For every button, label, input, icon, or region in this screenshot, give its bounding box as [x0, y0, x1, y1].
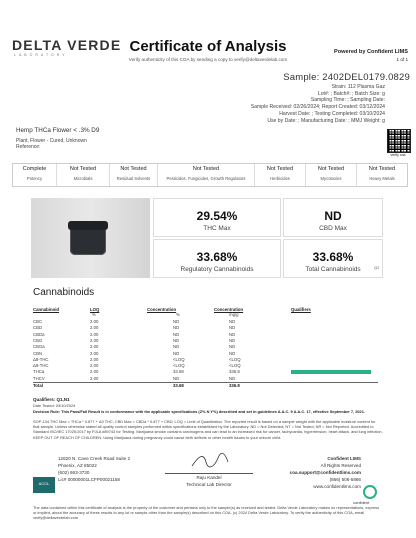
- page-title: Certificate of Analysis: [129, 38, 287, 55]
- cannabinoid-pct: ND: [173, 337, 180, 343]
- cannabinoid-name: CBG: [33, 337, 43, 343]
- unit-pct: %: [176, 312, 180, 317]
- sample-harvest: Harvest Date: ; Testing Completed: 03/10/2024: [279, 110, 385, 117]
- confident-logo-icon: [363, 485, 377, 499]
- test-mycotoxins: [306, 164, 357, 186]
- tests-summary: [12, 163, 408, 187]
- cannabinoid-mg: ND: [229, 325, 236, 331]
- cannabinoid-mg: 336.8: [229, 383, 240, 388]
- cannabinoid-loq: 2.00: [90, 319, 99, 324]
- result-value: 33.68%: [196, 250, 238, 264]
- cannabinoid-loq: 2.00: [90, 325, 99, 331]
- test-name: Residual Solvents: [116, 176, 151, 181]
- phone-line: (602) 663-3730: [58, 470, 90, 475]
- unit-loq: %: [92, 312, 96, 317]
- test-name: Microbials: [73, 176, 93, 181]
- accl-logo: ACCL: [33, 477, 55, 493]
- result-value: 33.68%: [312, 250, 354, 264]
- cannabinoid-mg: ND: [229, 375, 236, 381]
- cannabinoid-name: CBC: [33, 319, 43, 324]
- cannabinoid-pct: ND: [173, 319, 180, 324]
- cannabinoid-mg: ND: [229, 344, 236, 350]
- cannabinoid-loq: 2.00: [90, 331, 99, 337]
- signature-image: [190, 452, 230, 470]
- cannabinoid-mg: 336.8: [229, 369, 240, 375]
- test-pesticides: [158, 164, 255, 186]
- cannabinoid-row: [33, 382, 378, 388]
- qr-code[interactable]: [387, 129, 411, 153]
- unit-mg: mg/g: [229, 312, 239, 317]
- lims-email[interactable]: coa.support@confidentlims.com: [289, 470, 361, 475]
- cannabinoid-name: THCV: [33, 375, 45, 381]
- test-result: Not Tested: [120, 166, 147, 172]
- qualifiers-line: Qualifiers: Q1,N1: [33, 397, 70, 402]
- test-result: Not Tested: [192, 166, 220, 172]
- sample-received: Sample Received: 02/26/2024; Report Created: 03/12/2024: [250, 104, 385, 111]
- col-concentration-pct: Concentration: [147, 307, 177, 312]
- test-name: Heavy Metals: [369, 176, 395, 181]
- sample-strain: Strain: 112 Plasma Gaz: [331, 84, 385, 90]
- cannabinoid-loq: 2.00: [90, 337, 99, 343]
- cannabinoid-pct: ND: [173, 375, 180, 381]
- sample-use-by: Use by Date: ; Manufacturing Date: ; MMJ Weight: g: [267, 117, 385, 124]
- license-line: Lic# 00000001LCFP00021158: [58, 477, 120, 482]
- test-potency: [13, 164, 57, 186]
- product-type: Plant, Flower - Cured, Unknown: [16, 138, 87, 144]
- sample-sampling: Sampling Time: ; Sampling Date:: [310, 97, 385, 104]
- test-residual-solvents: [110, 164, 158, 186]
- test-result: Not Tested: [266, 166, 294, 172]
- cannabinoid-mg: <LOQ: [229, 363, 241, 369]
- test-herbicides: [255, 164, 306, 186]
- cannabinoid-pct: <LOQ: [173, 363, 185, 369]
- test-microbials: [57, 164, 110, 186]
- verify-note: Verify authenticity of this COA by sending a copy to verify@deltaverdelab.com: [128, 57, 288, 62]
- cannabinoid-loq: 2.00: [90, 375, 99, 381]
- col-qualifiers: Qualifiers: [291, 307, 311, 312]
- qualifier-note: Q2: [374, 265, 380, 270]
- cannabinoids-title: Cannabinoids: [33, 287, 95, 298]
- legal-notes: SOP-134.THC Max = THCa * 0.877 + Δ9 THC; CBD Max = CBDa * 0.877 + CBD; LOQ = Limit of Quantitation. The reported result is based on a sample weight with the applicable moisture content for that sample. Unless otherwise stated all quality control samples performed within specifications established by the Laboratory. ND = Not Detected; NT = Not Tested; NR = Not Reported. Accredited to Standard ISO/IEC 17025:2017 by PJLA #89743 for Testing. Marijuana smoke contains carcinogens and can lead to an increased risk for cancer, tachycardia, hypertension, heart attack, and lung infection. KEEP OUT OF REACH OF CHILDREN. Using Marijuana during pregnancy could cause birth defects or other health issues to your unborn child.: [33, 419, 383, 440]
- page-number: 1 of 1: [396, 57, 408, 62]
- result-value: ND: [324, 209, 342, 223]
- address-line: Phoenix, AZ 85022: [58, 463, 97, 468]
- disclaimer: The data contained within this certificate of analysis is the property of the customer and pertains only to the sample(s) as received and tested. Delta Verde Laboratory makes no representations, express or implied, about the accuracy of these results to any lot or sample other than the sample(s) described on this COA. (c) 2024 Delta Verde Laboratory. To verify the authenticity of this COA, email verify@deltaverdelab.com: [33, 505, 380, 521]
- result-value: 29.54%: [196, 209, 238, 223]
- test-name: Pesticides, Fungicides, Growth Regulators: [166, 176, 246, 181]
- date-tested: Date Tested: 03/10/2024: [33, 403, 76, 408]
- cannabinoid-pct: ND: [173, 344, 180, 350]
- test-name: Herbicides: [270, 176, 290, 181]
- test-heavy-metals: [357, 164, 407, 186]
- cannabinoid-name: Δ8-THC: [33, 356, 49, 362]
- result-total: [283, 239, 383, 278]
- jar-lid-image: [68, 221, 108, 230]
- decision-rule: Decision Rule: This Pass/Fail Result is in conformance with the applicable specifications (Z% N Y%) described and set in guidelines A.A.C. 9 A.A.C. 17, effective September 7, 2021.: [33, 409, 365, 414]
- result-regulatory: [153, 239, 281, 278]
- lims-name: Confident LIMS: [327, 456, 361, 461]
- test-name: Mycotoxins: [320, 176, 342, 181]
- cannabinoid-mg: ND: [229, 350, 236, 356]
- cannabinoid-loq: 2.00: [90, 363, 99, 369]
- col-concentration-mg: Concentration: [214, 307, 244, 312]
- cannabinoid-name: CBDa: [33, 331, 45, 337]
- cannabinoid-name: CBD: [33, 325, 43, 331]
- cannabinoid-loq: 2.00: [90, 369, 99, 375]
- test-result: Not Tested: [317, 166, 345, 172]
- cannabinoid-name: THCa: [33, 369, 45, 375]
- cannabinoid-pct: ND: [173, 331, 180, 337]
- sample-id: Sample: 2402DEL0179.0829: [283, 72, 410, 83]
- cannabinoid-pct: ND: [173, 325, 180, 331]
- cannabinoid-mg: ND: [229, 337, 236, 343]
- result-label: Regulatory Cannabinoids: [180, 266, 254, 273]
- signer-title: Technical Lab Director: [186, 482, 232, 487]
- cannabinoid-name: CBGa: [33, 344, 45, 350]
- result-label: CBD Max: [319, 225, 347, 232]
- test-result: Complete: [22, 166, 47, 172]
- result-label: Total Cannabinoids: [305, 266, 361, 273]
- lims-phone: (866) 506-5866: [329, 477, 361, 482]
- lims-rights: All Rights Reserved: [320, 463, 361, 468]
- cannabinoid-name: Total: [33, 383, 43, 388]
- cannabinoid-pct: ND: [173, 350, 180, 356]
- cannabinoid-loq: 2.00: [90, 344, 99, 350]
- cannabinoid-mg: <LOQ: [229, 356, 241, 362]
- confident-label: confident: [353, 500, 370, 505]
- result-thc-max: [153, 198, 281, 237]
- powered-by: Powered by Confident LIMS: [334, 49, 408, 55]
- concentration-bar: [291, 370, 371, 374]
- signer-name: Raju Kandel: [196, 475, 222, 480]
- col-loq: LOQ: [90, 307, 100, 312]
- test-name: Potency: [26, 176, 43, 181]
- cannabinoid-loq: 2.00: [90, 356, 99, 362]
- logo-subtitle: LABORATORY: [14, 53, 68, 57]
- lims-website[interactable]: www.confidentlims.com: [313, 484, 361, 489]
- sample-lot: Lot#: ; Batch#: ; Batch Size: g: [317, 90, 385, 97]
- cannabinoid-pct: 33.68: [173, 383, 184, 388]
- cannabinoid-mg: ND: [229, 331, 236, 337]
- col-cannabinoid: Cannabinoid: [33, 307, 60, 312]
- cannabinoid-name: CBN: [33, 350, 43, 356]
- cannabinoid-mg: ND: [229, 319, 236, 324]
- product-name: Hemp THCa Flower < .3% D9: [16, 127, 100, 134]
- signature-rule: [165, 473, 253, 474]
- result-label: THC Max: [203, 225, 231, 232]
- logo-text: DELTA VERDE: [12, 37, 122, 53]
- cannabinoid-pct: <LOQ: [173, 356, 185, 362]
- cannabinoid-loq: 2.00: [90, 350, 99, 356]
- address-line: 12620 N. Cave Creek Road Suite 2: [58, 456, 131, 461]
- test-result: Not Tested: [368, 166, 396, 172]
- cannabinoid-pct: 33.68: [173, 369, 184, 375]
- test-result: Not Tested: [69, 166, 97, 172]
- cannabinoid-name: Δ9-THC: [33, 363, 49, 369]
- qr-label: verify coa: [390, 153, 406, 157]
- result-cbd-max: [283, 198, 383, 237]
- product-reference: Reference:: [16, 144, 41, 150]
